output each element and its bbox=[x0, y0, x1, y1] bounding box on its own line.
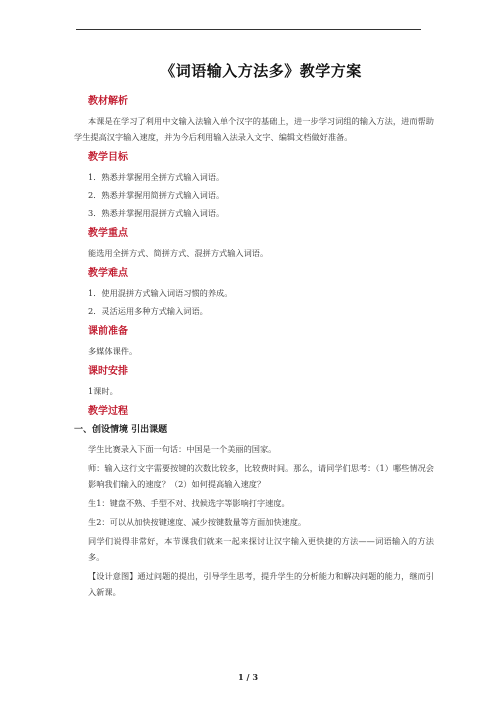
section-heading-preparation: 课前准备 bbox=[88, 326, 128, 337]
section-key-points bbox=[88, 227, 434, 261]
process-sub-heading: 一、创设情境 引出课题 bbox=[74, 425, 168, 435]
section-heading-schedule: 课时安排 bbox=[88, 366, 128, 377]
section-analysis bbox=[74, 95, 434, 145]
process-paragraph-5: 同学们说得非常好，本节课我们就来一起来探讨让汉字输入更快捷的方法——词语输入的方法多。 bbox=[88, 536, 434, 562]
section-difficulties bbox=[88, 267, 434, 319]
section-heading-key-points: 教学重点 bbox=[88, 228, 128, 239]
schedule-text: 1课时。 bbox=[88, 386, 118, 396]
difficulty-item-2: 2．灵活运用多种方式输入词语。 bbox=[88, 306, 208, 316]
process-paragraph-2: 师：输入这行文字需要按键的次数比较多，比较费时间。那么，请同学们思考：（1）哪些情况会影响我们输入的速度？（2）如何提高输入速度？ bbox=[88, 463, 434, 489]
key-points-text: 能选用全拼方式、简拼方式、混拼方式输入词语。 bbox=[88, 248, 269, 258]
section-preparation bbox=[88, 325, 434, 359]
section-heading-goals: 教学目标 bbox=[88, 152, 128, 163]
section-schedule bbox=[88, 365, 434, 399]
process-paragraph-1: 学生比赛录入下面一句话：中国是一个美丽的国家。 bbox=[88, 444, 277, 454]
page-number: 1 / 3 bbox=[237, 672, 259, 682]
document-content bbox=[74, 60, 434, 606]
section-heading-difficulties: 教学难点 bbox=[88, 268, 128, 279]
analysis-text: 本课是在学习了利用中文输入法输入单个汉字的基础上，进一步学习词组的输入方法，进而帮助学生提高汉字输入速度，并为今后利用输入法录入文字、编辑文档做好准备。 bbox=[74, 116, 434, 142]
preparation-text: 多媒体课件。 bbox=[88, 346, 138, 356]
section-heading-analysis: 教材解析 bbox=[88, 96, 128, 107]
process-paragraph-4: 生2：可以从加快按键速度、减少按键数量等方面加快速度。 bbox=[88, 517, 307, 527]
goal-item-2: 2．熟悉并掌握用简拼方式输入词语。 bbox=[88, 190, 225, 200]
goal-item-3: 3．熟悉并掌握用混拼方式输入词语。 bbox=[88, 208, 225, 218]
goal-item-1: 1．熟悉并掌握用全拼方式输入词语。 bbox=[88, 172, 225, 182]
section-process bbox=[74, 405, 434, 600]
header-rule bbox=[76, 29, 421, 30]
document-title: 《词语输入方法多》教学方案 bbox=[160, 62, 362, 80]
process-paragraph-3: 生1：键盘不熟、手型不对、找候选字等影响打字速度。 bbox=[88, 498, 290, 508]
section-goals bbox=[88, 151, 434, 221]
process-paragraph-6: 【设计意图】通过问题的提出，引导学生思考，提升学生的分析能力和解决问题的能力，继而引入新课。 bbox=[88, 571, 434, 597]
difficulty-item-1: 1．使用混拼方式输入词语习惯的养成。 bbox=[88, 288, 233, 298]
section-heading-process: 教学过程 bbox=[88, 406, 128, 417]
